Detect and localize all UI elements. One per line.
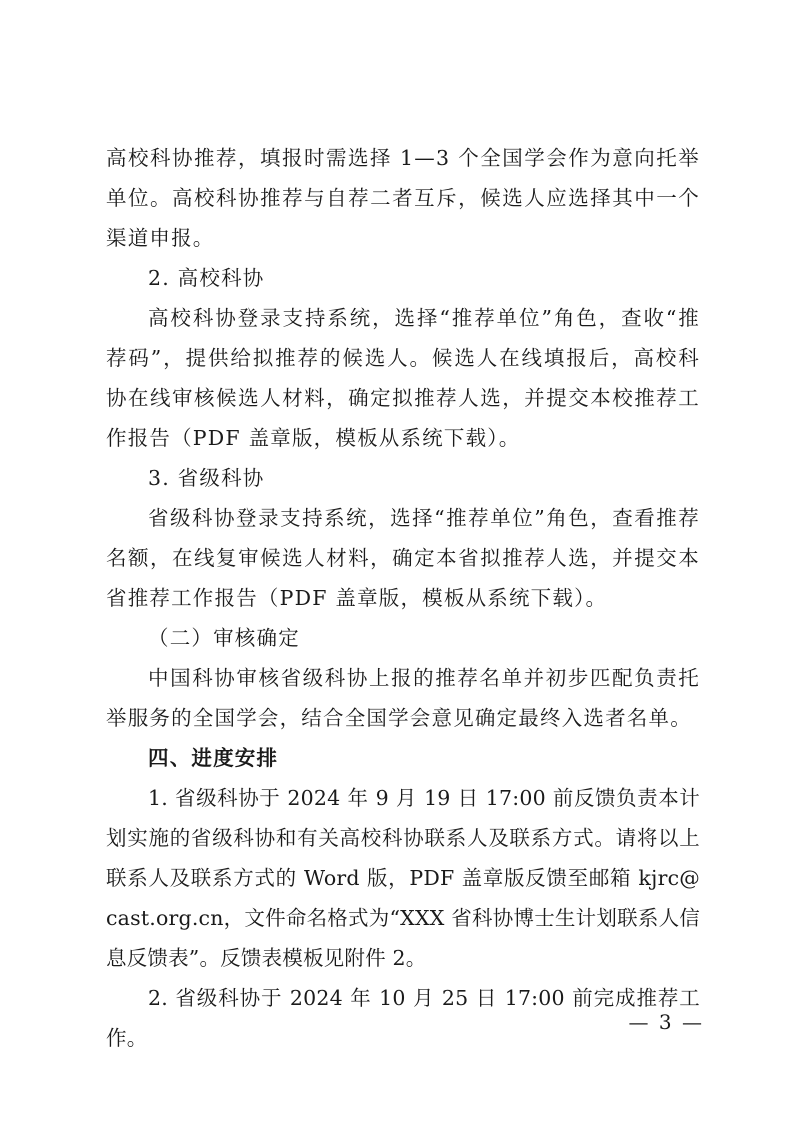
paragraph-university-procedure: 高校科协登录支持系统，选择“推荐单位”角色，查收“推荐码”，提供给拟推荐的候选人。候选人在线填报后，高校科协在线审核候选人材料，确定拟推荐人选，并提交本校推荐工作报告（PDF 盖章版，模板从系统下载）。 [106,306,700,450]
paragraph-schedule-item-1: 1. 省级科协于 2024 年 9 月 19 日 17:00 前反馈负责本计划实施的省级科协和有关高校科协联系人及联系方式。请将以上联系人及联系方式的 Word 版，PDF 盖章版反馈至邮箱 kjrc@cast.org.cn，文件命名格式为“XXX 省科协博士生计划联系人信息反馈表”。反馈表模板见附件 2。 [106,786,700,970]
page-number: — 3 — [628,1010,704,1034]
heading-schedule: 四、进度安排 [148,746,279,770]
paragraph-schedule-item-2: 2. 省级科协于 2024 年 10 月 25 日 17:00 前完成推荐工作。 [106,986,700,1050]
heading-provincial-association: 3. 省级科协 [148,466,265,490]
document-body [106,138,700,1058]
paragraph-provincial-procedure: 省级科协登录支持系统，选择“推荐单位”角色，查看推荐名额，在线复审候选人材料，确定本省拟推荐人选，并提交本省推荐工作报告（PDF 盖章版，模板从系统下载）。 [106,506,700,610]
paragraph-university-channel: 高校科协推荐，填报时需选择 1—3 个全国学会作为意向托举单位。高校科协推荐与自荐二者互斥，候选人应选择其中一个渠道申报。 [106,146,700,250]
heading-review-confirm: （二）审核确定 [148,626,300,650]
paragraph-review-procedure: 中国科协审核省级科协上报的推荐名单并初步匹配负责托举服务的全国学会，结合全国学会意见确定最终入选者名单。 [106,666,700,730]
heading-university-association: 2. 高校科协 [148,266,265,290]
